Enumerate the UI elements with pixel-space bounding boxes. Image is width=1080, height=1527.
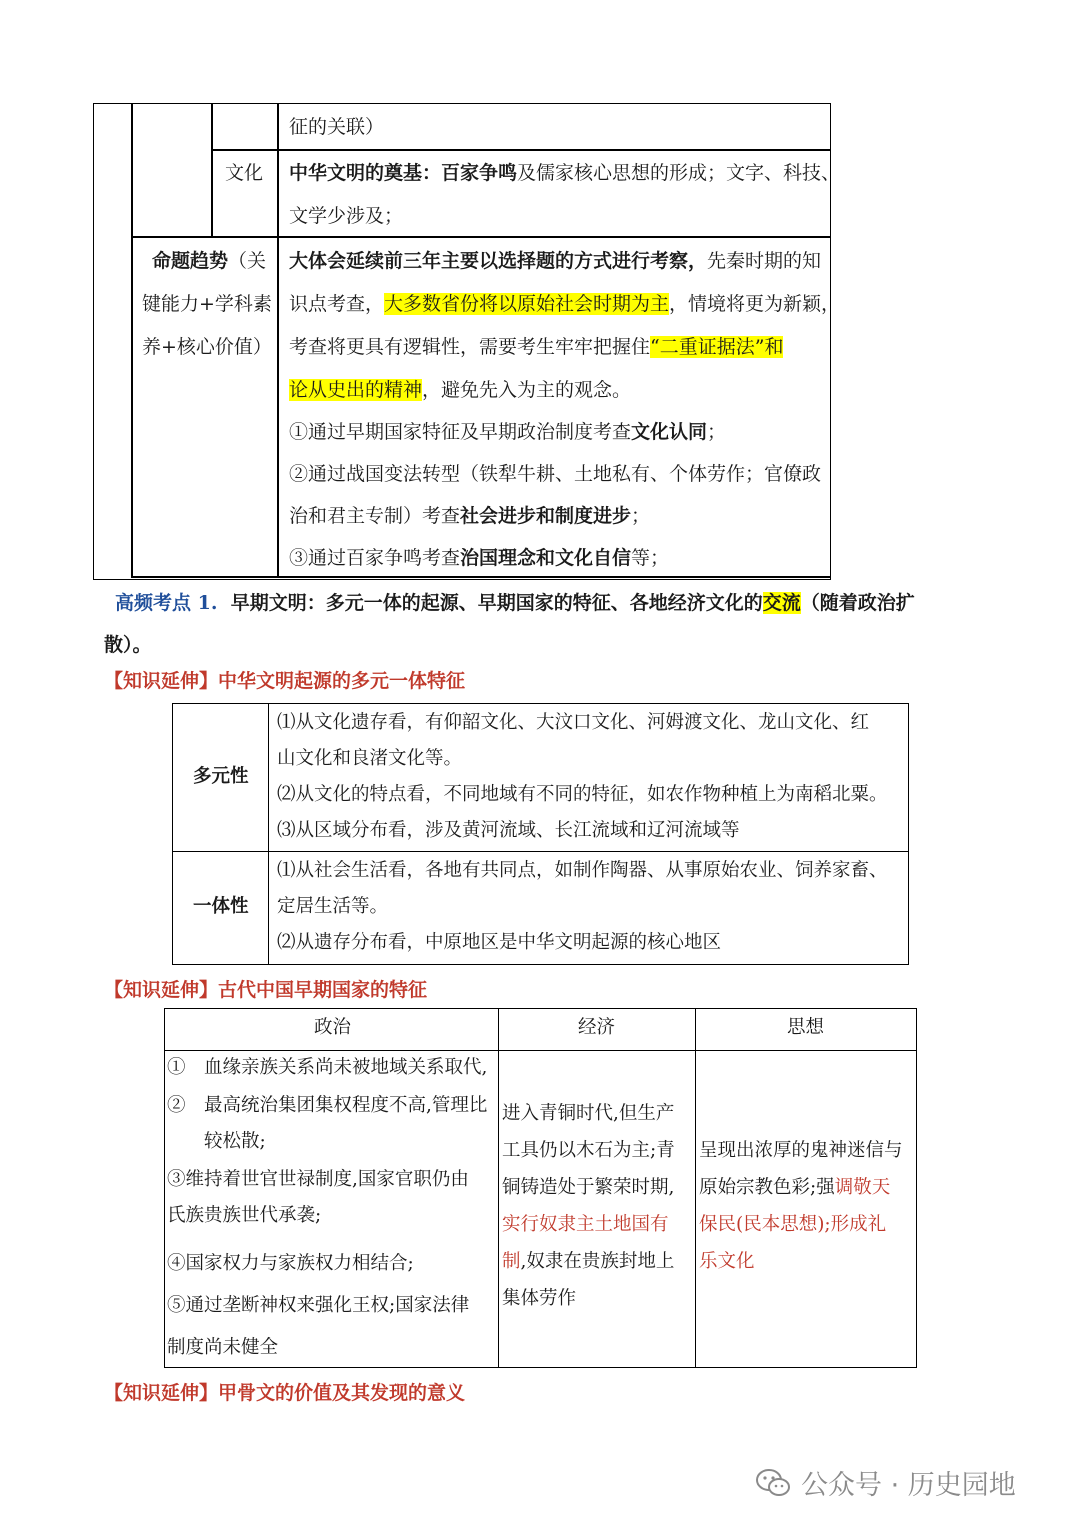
diversity-line-1: ⑴从文化遗存看，有仰韶文化、大汶口文化、河姆渡文化、龙山文化、红 — [277, 712, 870, 733]
politics-line: ① 血缘亲族关系尚未被地域关系取代, — [167, 1057, 488, 1078]
highfreq-line-2: 散）。 — [104, 634, 152, 656]
thought-line-2: 原始宗教色彩;强调敬天 — [699, 1177, 891, 1198]
unity-line-1: ⑴从社会生活看，各地有共同点，如制作陶器、从事原始农业、饲养家畜、 — [277, 860, 888, 881]
table-divider — [211, 104, 213, 236]
section-heading-origin: 【知识延伸】中华文明起源的多元一体特征 — [104, 670, 466, 692]
row-label-diversity: 多元性 — [193, 766, 249, 787]
culture-line-1: 中华文明的奠基：百家争鸣及儒家核心思想的形成；文字、科技、 — [289, 162, 841, 184]
header-economy: 经济 — [578, 1017, 616, 1038]
politics-line: 制度尚未健全 — [167, 1337, 279, 1358]
row-label-culture: 文化 — [225, 162, 264, 184]
table-divider — [695, 1009, 696, 1367]
table-exam-trends — [93, 103, 841, 580]
cell-text: 征的关联） — [289, 116, 385, 138]
politics-line: ③维持着世官世禄制度,国家官职仍由 — [167, 1169, 469, 1190]
trend-line-4: 论从史出的精神，避免先入为主的观念。 — [289, 379, 632, 401]
unity-line-3: ⑵从遗存分布看，中原地区是中华文明起源的核心地区 — [277, 932, 722, 953]
trend-label-line-3: 养+核心价值） — [142, 336, 272, 358]
thought-line-4: 乐文化 — [699, 1251, 755, 1272]
politics-line: 氏族贵族世代承袭; — [167, 1205, 322, 1226]
trend-label-line-2: 键能力+学科素 — [142, 293, 272, 315]
trend-line-6: ②通过战国变法转型（铁犁牛耕、土地私有、个体劳作；官僚政 — [289, 463, 822, 485]
section-heading-state: 【知识延伸】古代中国早期国家的特征 — [104, 979, 428, 1001]
section-heading-oracle: 【知识延伸】甲骨文的价值及其发现的意义 — [104, 1382, 466, 1404]
economy-line-4: 实行奴隶主土地国有 — [502, 1214, 669, 1235]
table-diversity-unity — [172, 703, 909, 965]
table-divider — [131, 236, 831, 238]
table-divider — [498, 1009, 499, 1367]
trend-label-line-1: 命题趋势（关 — [152, 250, 267, 272]
watermark — [755, 1463, 1016, 1502]
trend-line-1: 大体会延续前三年主要以选择题的方式进行考察，先秦时期的知 — [289, 250, 822, 272]
trend-line-7: 治和君主专制）考查社会进步和制度进步； — [289, 505, 651, 527]
thought-line-3: 保民(民本思想);形成礼 — [699, 1214, 887, 1235]
header-thought: 思想 — [787, 1017, 825, 1038]
thought-line-1: 呈现出浓厚的鬼神迷信与 — [699, 1140, 903, 1161]
table-divider — [268, 704, 269, 964]
politics-line: ④国家权力与家族权力相结合; — [167, 1253, 414, 1274]
economy-line-5: 制,奴隶在贵族封地上 — [502, 1251, 675, 1272]
trend-line-8: ③通过百家争鸣考查治国理念和文化自信等； — [289, 547, 670, 569]
table-divider — [211, 149, 831, 151]
trend-line-5: ①通过早期国家特征及早期政治制度考查文化认同； — [289, 421, 727, 443]
watermark-text: 公众号 · 历史园地 — [801, 1470, 1016, 1501]
table-divider — [131, 104, 133, 578]
wechat-icon — [755, 1468, 791, 1498]
table-early-state-features — [164, 1008, 917, 1368]
diversity-line-4: ⑶从区域分布看，涉及黄河流域、长江流域和辽河流域等 — [277, 820, 740, 841]
diversity-line-3: ⑵从文化的特点看，不同地域有不同的特征，如农作物种植上为南稻北粟。 — [277, 784, 888, 805]
economy-line-3: 铜铸造处于繁荣时期, — [502, 1177, 675, 1198]
table-divider — [165, 1050, 916, 1051]
politics-line: ⑤通过垄断神权来强化王权;国家法律 — [167, 1295, 470, 1316]
table-divider — [277, 104, 279, 578]
highfreq-line-1: 高频考点 1. 早期文明：多元一体的起源、早期国家的特征、各地经济文化的交流（随着政治扩 — [115, 592, 915, 614]
economy-line-2: 工具仍以木石为主;青 — [502, 1140, 675, 1161]
economy-line-1: 进入青铜时代,但生产 — [502, 1103, 675, 1124]
row-label-unity: 一体性 — [193, 896, 249, 917]
politics-line: 较松散; — [167, 1131, 266, 1152]
economy-line-6: 集体劳作 — [502, 1288, 577, 1309]
diversity-line-2: 山文化和良渚文化等。 — [277, 748, 463, 769]
trend-line-3: 考查将更具有逻辑性，需要考生牢牢把握住“二重证据法”和 — [289, 336, 784, 358]
header-politics: 政治 — [314, 1017, 352, 1038]
trend-line-2: 识点考查，大多数省份将以原始社会时期为主，情境将更为新颖， — [289, 293, 841, 315]
unity-line-2: 定居生活等。 — [277, 896, 389, 917]
politics-line: ② 最高统治集团集权程度不高,管理比 — [167, 1095, 488, 1116]
culture-line-2: 文学少涉及； — [289, 205, 404, 227]
